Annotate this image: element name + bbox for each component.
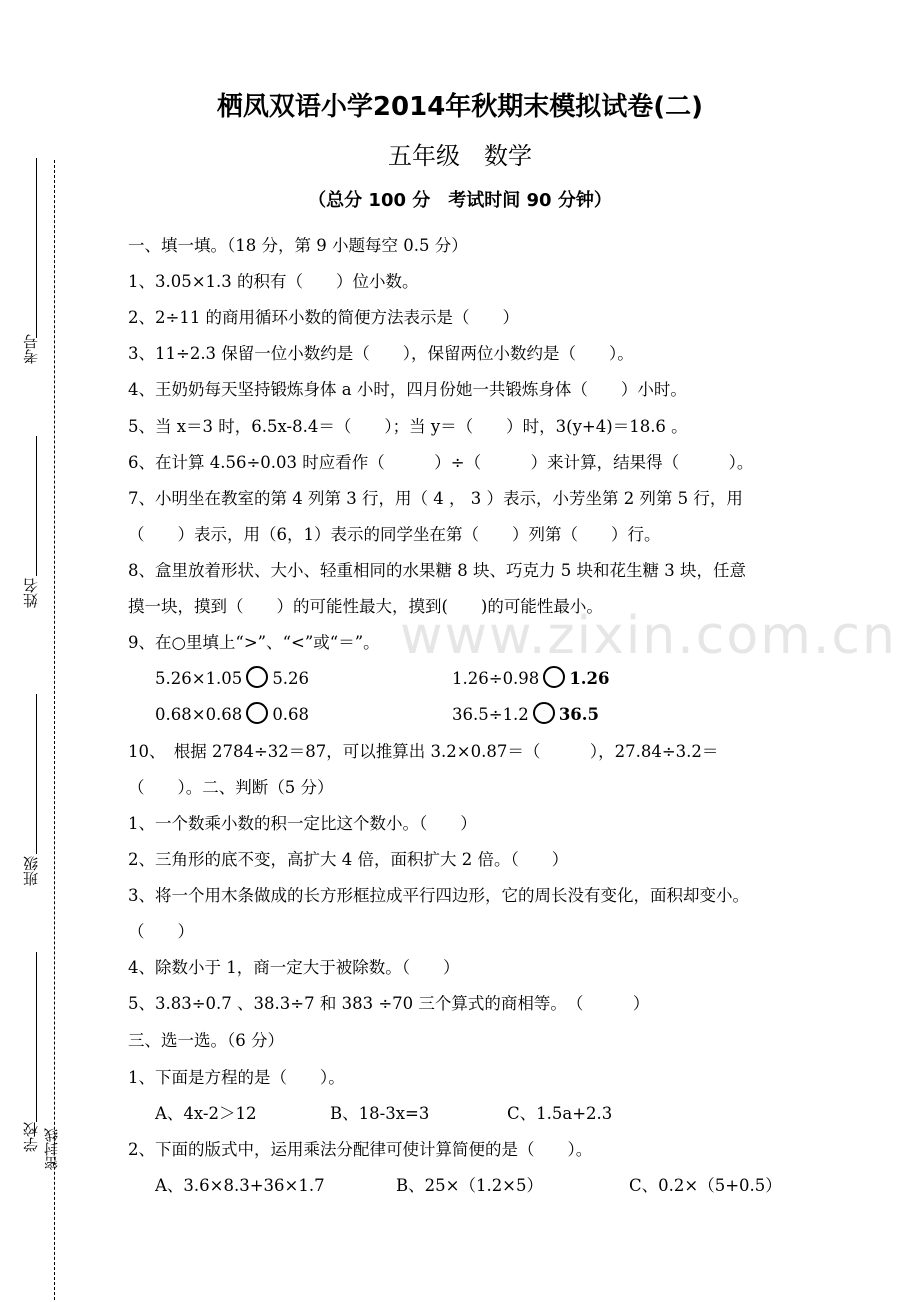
option-c: C、0.2×（5+0.5） [629,1176,782,1195]
s1-question-2: 2、2÷11 的商用循环小数的简便方法表示是（ ） [128,308,520,327]
s1-question-1: 1、3.05×1.3 的积有（ ）位小数。 [128,272,419,291]
s1-question-6: 6、在计算 4.56÷0.03 时应看作（ ）÷（ ）来计算，结果得（ ）。 [128,453,754,472]
name-line [36,436,37,576]
option-b: B、25×（1.2×5） [396,1176,544,1195]
compare-item [155,666,309,688]
page-title: 栖凤双语小学2014年秋期末模拟试卷(二) [216,92,704,122]
s3-question-1: 1、下面是方程的是（ ）。 [128,1068,345,1087]
compare-left: 5.26×1.05 [155,669,243,688]
class-label: 班级 [22,856,40,886]
watermark: www.zixin.com.cn [400,606,897,666]
answer-circle-icon[interactable] [533,702,555,724]
s2-question-2: 2、三角形的底不变，高扩大 4 倍，面积扩大 2 倍。（ ） [128,850,569,869]
s1-question-3: 3、11÷2.3 保留一位小数约是（ ），保留两位小数约是（ ）。 [128,344,634,363]
compare-left: 1.26÷0.98 [452,669,540,688]
s1-question-8b: 摸一块，摸到（ ）的可能性最大，摸到( )的可能性最小。 [128,597,603,616]
answer-circle-icon[interactable] [246,702,268,724]
option-b: B、18-3x=3 [330,1104,430,1123]
compare-item [452,702,599,724]
class-line [36,694,37,854]
exam-meta: （总分 100 分 考试时间 90 分钟） [308,190,612,211]
option-a: A、3.6×8.3+36×1.7 [155,1176,325,1195]
exam-no-label: 考号 [22,334,40,364]
compare-right: 36.5 [558,705,599,724]
school-line [36,952,37,1122]
compare-right: 5.26 [272,669,310,688]
compare-item [155,702,309,724]
seal-label: 密封线 [44,1128,60,1170]
section3-heading: 三、选一选。（6 分） [128,1031,284,1050]
page-subtitle: 五年级 数学 [388,142,532,170]
s1-question-7b: （ ）表示，用（6，1）表示的同学坐在第（ ）列第（ ）行。 [128,525,661,544]
compare-right: 0.68 [272,705,310,724]
section1-heading: 一、填一填。（18 分，第 9 小题每空 0.5 分） [128,236,468,255]
s2-question-5: 5、3.83÷0.7 、38.3÷7 和 383 ÷70 三个算式的商相等。 （ ） [128,994,650,1013]
s1-question-7a: 7、小明坐在教室的第 4 列第 3 行，用（ 4 ， 3 ）表示，小芳坐第 2 列第 5 行，用 [128,489,743,508]
school-label: 学校 [22,1122,40,1152]
name-label: 姓名 [22,578,40,608]
option-a: A、4x-2＞12 [155,1104,257,1123]
s1-question-10a: 10、 根据 2784÷32＝87，可以推算出 3.2×0.87＝（ ），27.84÷3.2＝ [128,742,719,761]
s1-question-9: 9、在○里填上“>”、“<”或“＝”。 [128,633,380,652]
s2-question-3a: 3、将一个用木条做成的长方形框拉成平行四边形，它的周长没有变化，面积却变小。 [128,886,749,905]
s3-question-2: 2、下面的版式中，运用乘法分配律可使计算简便的是（ ）。 [128,1140,593,1159]
s1-question-10b: （ ）。二、判断（5 分） [128,778,334,797]
s2-question-1: 1、一个数乘小数的积一定比这个数小。（ ） [128,814,477,833]
answer-circle-icon[interactable] [246,666,268,688]
compare-left: 36.5÷1.2 [452,705,529,724]
option-c: C、1.5a+2.3 [507,1104,613,1123]
compare-right: 1.26 [569,669,610,688]
answer-circle-icon[interactable] [543,666,565,688]
exam-no-line [36,158,37,338]
s1-question-8a: 8、盒里放着形状、大小、轻重相同的水果糖 8 块、巧克力 5 块和花生糖 3 块，任意 [128,561,746,580]
compare-item [452,666,610,688]
s2-question-4: 4、除数小于 1，商一定大于被除数。（ ） [128,958,460,977]
compare-left: 0.68×0.68 [155,705,243,724]
s1-question-5: 5、当 x＝3 时，6.5x-8.4＝（ ）；当 y＝（ ）时，3(y+4)＝18.6 。 [128,417,688,436]
s2-question-3b: （ ） [128,922,194,941]
s1-question-4: 4、王奶奶每天坚持锻炼身体 a 小时，四月份她一共锻炼身体（ ）小时。 [128,380,687,399]
